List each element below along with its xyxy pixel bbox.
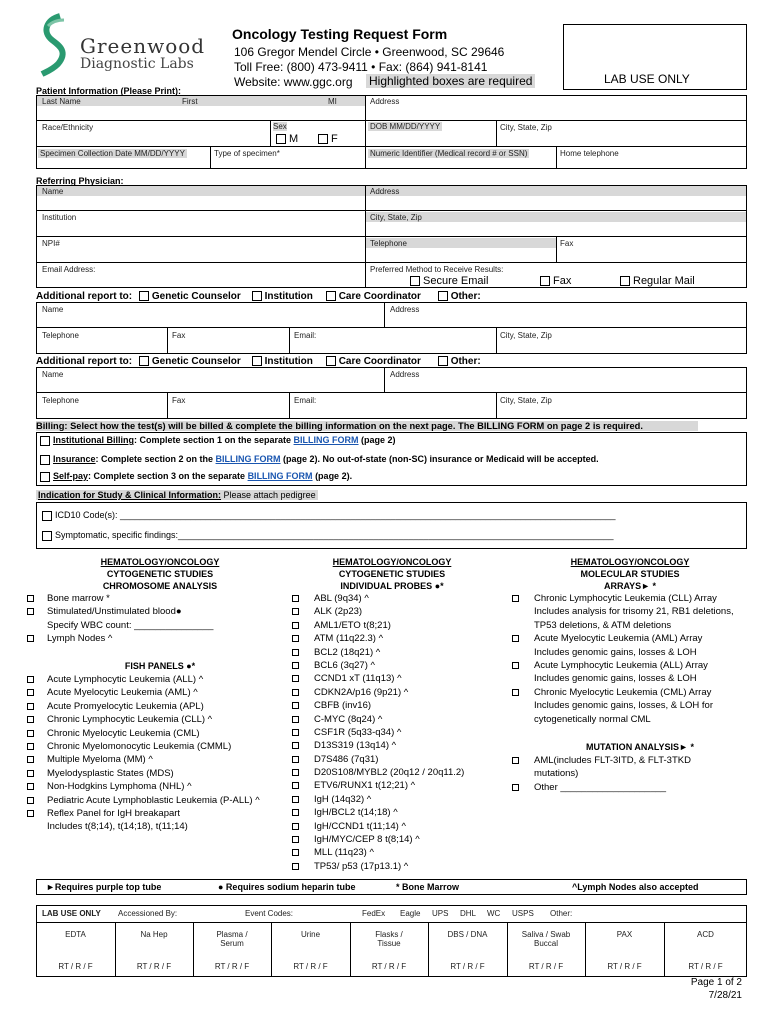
insurance-checkbox[interactable] [40, 455, 50, 465]
address-label: Address [370, 97, 400, 106]
probe-item[interactable]: IgH/BCL2 t(14;18) ^ [292, 806, 464, 819]
carrier-usps: USPS [512, 909, 534, 918]
checkbox[interactable] [292, 649, 299, 656]
billing-instruction: Billing: Select how the test(s) will be billed & complete the billing information on the next page. The BILLING FORM on page 2 is required. [36, 421, 698, 431]
indication-title: Indication for Study & Clinical Information: Please attach pedigree [38, 490, 316, 500]
fish-panel-item[interactable]: Multiple Myeloma (MM) ^ [27, 753, 260, 766]
fish-panel-item[interactable]: Non-Hodgkins Lymphoma (NHL) ^ [27, 780, 260, 793]
array-note: Includes genomic gains, losses, & LOH for [534, 700, 714, 712]
add1-email-label: Email: [294, 331, 317, 340]
checkbox[interactable] [27, 810, 34, 817]
billing-option-selfpay[interactable]: Self-pay: Complete section 3 on the separate BILLING FORM (page 2). [40, 471, 352, 482]
checkbox[interactable] [292, 823, 299, 830]
physician-address-label: Address [370, 187, 400, 196]
specimen-col-flasks: Flasks / Tissue [375, 930, 403, 948]
checkbox[interactable] [27, 676, 34, 683]
probe-item[interactable]: C-MYC (8q24) ^ [292, 713, 464, 726]
regular-mail-checkbox[interactable] [620, 276, 630, 286]
probe-item[interactable]: IgH/CCND1 t(11;14) ^ [292, 820, 464, 833]
care-coordinator-option-2[interactable]: Care Coordinator [326, 356, 421, 367]
institution-label: Institution [42, 213, 77, 222]
add2-address-label: Address [390, 370, 420, 379]
dob-label: DOB MM/DD/YYYY [370, 122, 441, 131]
genetic-counselor-checkbox-1[interactable] [139, 291, 149, 301]
checkbox[interactable] [292, 662, 299, 669]
care-coordinator-checkbox-2[interactable] [326, 356, 336, 366]
rtf-flasks[interactable]: RT / R / F [371, 962, 407, 971]
carrier-ups: UPS [432, 909, 449, 918]
specimen-col-pax: PAX [616, 930, 633, 939]
fish-panel-item[interactable]: Myelodysplastic States (MDS) [27, 767, 260, 780]
rtf-pax[interactable]: RT / R / F [607, 962, 642, 971]
probe-item[interactable]: TP53/ p53 (17p13.1) ^ [292, 860, 464, 873]
checkbox[interactable] [292, 702, 299, 709]
collection-date-label: Specimen Collection Date MM/DD/YYYY [40, 149, 185, 158]
last-name-label: Last Name [42, 97, 81, 106]
physician-telephone-label: Telephone [370, 239, 407, 248]
lab-address: 106 Gregor Mendel Circle • Greenwood, SC 29646 [234, 45, 505, 59]
specimen-col-dbs: DBS / DNA [447, 930, 488, 939]
checkbox[interactable] [27, 716, 34, 723]
probe-item[interactable]: BCL6 (3q27) ^ [292, 659, 464, 672]
checkbox[interactable] [27, 635, 34, 642]
carrier-other: Other: [550, 909, 573, 918]
checkbox[interactable] [292, 622, 299, 629]
lab-use-box [563, 24, 747, 90]
add1-name-label: Name [42, 305, 64, 314]
checkbox[interactable] [292, 863, 299, 870]
genetic-counselor-option-1[interactable]: Genetic Counselor [139, 291, 241, 302]
specimen-col-saliva: Saliva / Swab Buccal [521, 930, 571, 948]
array-note: Includes genomic gains, losses & LOH [534, 646, 697, 658]
checkbox[interactable] [292, 635, 299, 642]
additional-report-2: Additional report to: Genetic Counselor Institution Care Coordinator Other: [36, 356, 481, 367]
sex-male-option[interactable]: M [276, 133, 298, 145]
page-number: Page 1 of 2 [690, 977, 742, 988]
fish-panel-item[interactable]: Chronic Myelocytic Leukemia (CML) [27, 727, 260, 740]
probe-item[interactable]: CBFB (inv16) [292, 699, 464, 712]
checkbox[interactable] [512, 689, 519, 696]
mutation-other[interactable]: Other ____________________ [512, 781, 691, 794]
add1-fax-label: Fax [172, 331, 186, 340]
npi-label: NPI# [42, 239, 60, 248]
checkbox[interactable] [292, 769, 299, 776]
fish-panels-title: FISH PANELS ●* [124, 661, 196, 671]
institution-option-2[interactable]: Institution [252, 356, 313, 367]
chromosome-item[interactable]: Bone marrow * [27, 592, 213, 605]
billing-form-link-2[interactable]: BILLING FORM [215, 454, 281, 464]
carrier-dhl: DHL [460, 909, 477, 918]
specimen-col-plasma: Plasma / Serum [216, 930, 248, 948]
checkbox[interactable] [292, 608, 299, 615]
institution-option-1[interactable]: Institution [252, 291, 313, 302]
specimen-col-edta: EDTA [65, 930, 86, 939]
event-codes-label: Event Codes: [245, 909, 294, 918]
revision-date: 7/28/21 [708, 990, 742, 1001]
fish-panel-note: Includes t(8;14), t(14;18), t(11;14) [47, 821, 188, 833]
probe-item[interactable]: ABL (9q34) ^ [292, 592, 464, 605]
chromosome-item[interactable]: Lymph Nodes ^ [27, 632, 213, 645]
probe-item[interactable]: CCND1 xT (11q13) ^ [292, 672, 464, 685]
mi-label: MI [328, 97, 337, 106]
fish-panel-item[interactable]: Acute Lymphocytic Leukemia (ALL) ^ [27, 673, 260, 686]
legend-purple: ►Requires purple top tube [46, 882, 162, 892]
other-option-1[interactable]: Other: [438, 291, 481, 302]
secure-email-checkbox[interactable] [410, 276, 420, 286]
probe-item[interactable]: D7S486 (7q31) [292, 753, 464, 766]
physician-address-highlight [366, 186, 746, 196]
specimen-type-label: Type of specimen* [214, 149, 280, 158]
checkbox[interactable] [292, 836, 299, 843]
checkbox[interactable] [27, 689, 34, 696]
billing-option-insurance[interactable]: Insurance: Complete section 2 on the BILLING FORM (page 2). No out-of-state (non-SC) insurance or Medicaid will be accepted. [40, 454, 599, 465]
lab-use-label: LAB USE ONLY [604, 72, 690, 86]
rtf-plasma[interactable]: RT / R / F [214, 962, 250, 971]
secure-email-option[interactable]: Secure Email [410, 275, 488, 287]
rtf-dbs[interactable]: RT / R / F [450, 962, 485, 971]
checkbox[interactable] [27, 770, 34, 777]
probe-item[interactable]: IgH/MYC/CEP 8 t(8;14) ^ [292, 833, 464, 846]
self-pay-checkbox[interactable] [40, 472, 50, 482]
checkbox[interactable] [27, 608, 34, 615]
probe-item[interactable]: IgH (14q32) ^ [292, 793, 464, 806]
female-checkbox[interactable] [318, 134, 328, 144]
physician-section-title: Referring Physician: [36, 176, 124, 186]
checkbox[interactable] [292, 716, 299, 723]
checkbox[interactable] [512, 662, 519, 669]
lab-phones: Toll Free: (800) 473-9411 • Fax: (864) 941-8141 [234, 60, 488, 74]
probe-list [292, 592, 464, 873]
probe-item[interactable]: D13S319 (13q14) ^ [292, 739, 464, 752]
checkbox[interactable] [292, 595, 299, 602]
city-label: City, State, Zip [500, 123, 552, 132]
symptomatic-checkbox[interactable] [42, 531, 52, 541]
probe-item[interactable]: CSF1R (5q33-q34) ^ [292, 726, 464, 739]
billing-form-link-3[interactable]: BILLING FORM [247, 471, 313, 481]
mutation-analysis-title: MUTATION ANALYSIS► * [586, 742, 694, 752]
genetic-counselor-checkbox-2[interactable] [139, 356, 149, 366]
probe-item[interactable]: D20S108/MYBL2 (20q12 / 20q11.2) [292, 766, 464, 779]
checkbox[interactable] [27, 595, 34, 602]
form-title: Oncology Testing Request Form [232, 26, 448, 42]
rtf-edta[interactable]: RT / R / F [58, 962, 93, 971]
highlight-note: Highlighted boxes are required [366, 74, 535, 88]
sex-label: Sex [273, 122, 287, 131]
add2-fax-label: Fax [172, 396, 186, 405]
physician-fax-label: Fax [560, 239, 574, 248]
col2-header: HEMATOLOGY/ONCOLOGY CYTOGENETIC STUDIES INDIVIDUAL PROBES ●* [332, 557, 452, 591]
checkbox[interactable] [27, 797, 34, 804]
checkbox[interactable] [292, 849, 299, 856]
fish-panel-item[interactable]: Pediatric Acute Lymphoblastic Leukemia (P-ALL) ^ [27, 794, 260, 807]
fish-panel-item[interactable]: Chronic Lymphocytic Leukemia (CLL) ^ [27, 713, 260, 726]
checkbox[interactable] [292, 729, 299, 736]
fish-panel-item[interactable]: Reflex Panel for IgH breakapart [27, 807, 260, 820]
other-option-2[interactable]: Other: [438, 356, 481, 367]
checkbox[interactable] [292, 675, 299, 682]
array-note: TP53 deletions, & ATM deletions [534, 619, 672, 631]
probe-item[interactable]: AML1/ETO t(8;21) [292, 619, 464, 632]
probe-item[interactable]: MLL (11q23) ^ [292, 846, 464, 859]
lab-website: Website: www.ggc.org [234, 75, 353, 89]
billing-option-institutional[interactable]: Institutional Billing: Complete section 1 on the separate BILLING FORM (page 2) [40, 435, 396, 446]
fish-panel-item[interactable]: Chronic Myelomonocytic Leukemia (CMML) [27, 740, 260, 753]
home-phone-label: Home telephone [560, 149, 619, 158]
mutation-list [512, 754, 691, 794]
checkbox[interactable] [27, 743, 34, 750]
physician-city-label: City, State, Zip [370, 213, 422, 222]
icd10-field[interactable]: ICD10 Code(s): ___________________________________________________________________________________________________ [42, 510, 742, 521]
regular-mail-option[interactable]: Regular Mail [620, 275, 695, 287]
sex-female-option[interactable]: F [318, 133, 338, 145]
add2-telephone-label: Telephone [42, 396, 79, 405]
patient-section-title: Patient Information (Please Print): [36, 86, 182, 96]
col1-header: HEMATOLOGY/ONCOLOGY CYTOGENETIC STUDIES CHROMOSOME ANALYSIS [100, 557, 220, 591]
fish-panel-list [27, 673, 260, 834]
race-label: Race/Ethnicity [42, 123, 94, 132]
probe-item[interactable]: ATM (11q22.3) ^ [292, 632, 464, 645]
care-coordinator-option-1[interactable]: Care Coordinator [326, 291, 421, 302]
numeric-id-label: Numeric Identifier (Medical record # or SSN) [370, 149, 528, 158]
rtf-saliva[interactable]: RT / R / F [528, 962, 564, 971]
first-name-label: First [182, 97, 198, 106]
checkbox[interactable] [27, 756, 34, 763]
physician-name-label: Name [42, 187, 64, 196]
array-item[interactable]: Acute Myelocytic Leukemia (AML) Array [512, 632, 734, 645]
genetic-counselor-option-2[interactable]: Genetic Counselor [139, 356, 241, 367]
array-note: cytogenetically normal CML [534, 713, 651, 725]
institutional-billing-checkbox[interactable] [40, 436, 50, 446]
additional-report-1: Additional report to: Genetic Counselor Institution Care Coordinator Other: [36, 291, 481, 302]
mutation-note: mutations) [534, 768, 579, 780]
array-item[interactable]: Acute Lymphocytic Leukemia (ALL) Array [512, 659, 734, 672]
checkbox[interactable] [512, 635, 519, 642]
logo-line2: Diagnostic Labs [80, 56, 194, 72]
fax-option[interactable]: Fax [540, 275, 571, 287]
specimen-col-urine: Urine [300, 930, 321, 939]
male-checkbox[interactable] [276, 134, 286, 144]
email-label: Email Address: [42, 265, 96, 274]
checkbox[interactable] [512, 757, 519, 764]
checkbox[interactable] [292, 689, 299, 696]
institution-checkbox-2[interactable] [252, 356, 262, 366]
add2-city-label: City, State, Zip [500, 396, 552, 405]
wbc-count-field[interactable]: Specify WBC count: _______________ [47, 619, 214, 631]
logo [38, 12, 208, 78]
mutation-item[interactable]: AML(includes FLT-3ITD, & FLT-3TKD [512, 754, 691, 767]
checkbox[interactable] [292, 756, 299, 763]
carrier-wc: WC [487, 909, 501, 918]
chromosome-item[interactable]: Stimulated/Unstimulated blood● [27, 605, 213, 618]
checkbox[interactable] [292, 742, 299, 749]
add2-email-label: Email: [294, 396, 317, 405]
checkbox[interactable] [292, 796, 299, 803]
accessioned-by-label: Accessioned By: [118, 909, 178, 918]
fish-panel-item[interactable]: Acute Myelocytic Leukemia (AML) ^ [27, 686, 260, 699]
carrier-eagle: Eagle [400, 909, 421, 918]
legend-marrow: * Bone Marrow [396, 882, 460, 892]
add1-address-label: Address [390, 305, 420, 314]
checkbox[interactable] [512, 784, 519, 791]
rtf-nahep[interactable]: RT / R / F [136, 962, 172, 971]
array-note: Includes genomic gains, losses & LOH [534, 673, 697, 685]
other-checkbox-2[interactable] [438, 356, 448, 366]
checkbox[interactable] [27, 783, 34, 790]
checkbox[interactable] [292, 782, 299, 789]
array-list [512, 592, 734, 726]
probe-item[interactable]: BCL2 (18q21) ^ [292, 646, 464, 659]
symptomatic-field[interactable]: Symptomatic, specific findings:_______________________________________________________________________________________ [42, 530, 742, 541]
specimen-col-nahep: Na Hep [140, 930, 168, 939]
physician-city-highlight [366, 212, 746, 222]
specimen-col-acd: ACD [697, 930, 714, 939]
probe-item[interactable]: ALK (2p23) [292, 605, 464, 618]
legend-heparin: ● Requires sodium heparin tube [218, 882, 356, 892]
rtf-urine[interactable]: RT / R / F [293, 962, 328, 971]
checkbox[interactable] [512, 595, 519, 602]
checkbox[interactable] [27, 703, 34, 710]
chromosome-list [27, 592, 213, 646]
name-highlight [37, 96, 365, 106]
legend-lymph: ^Lymph Nodes also accepted [572, 882, 699, 892]
preferred-method-label: Preferred Method to Receive Results: [370, 265, 504, 274]
array-item[interactable]: Chronic Myelocytic Leukemia (CML) Array [512, 686, 734, 699]
add1-telephone-label: Telephone [42, 331, 79, 340]
fax-checkbox[interactable] [540, 276, 550, 286]
billing-form-link-1[interactable]: BILLING FORM [293, 435, 359, 445]
probe-item[interactable]: ETV6/RUNX1 t(12;21) ^ [292, 779, 464, 792]
col3-header: HEMATOLOGY/ONCOLOGY MOLECULAR STUDIES ARRAYS► * [570, 557, 690, 591]
carrier-fedex: FedEx [362, 909, 386, 918]
array-item[interactable]: Chronic Lymphocytic Leukemia (CLL) Array [512, 592, 734, 605]
add2-name-label: Name [42, 370, 64, 379]
checkbox[interactable] [27, 730, 34, 737]
logo-line1: Greenwood [80, 34, 206, 58]
lab-use-table-title: LAB USE ONLY [42, 909, 101, 918]
probe-item[interactable]: CDKN2A/p16 (9p21) ^ [292, 686, 464, 699]
add1-city-label: City, State, Zip [500, 331, 552, 340]
care-coordinator-checkbox-1[interactable] [326, 291, 336, 301]
checkbox[interactable] [292, 809, 299, 816]
array-note: Includes analysis for trisomy 21, RB1 deletions, [534, 606, 734, 618]
rtf-acd[interactable]: RT / R / F [688, 962, 723, 971]
fish-panel-item[interactable]: Acute Promyelocytic Leukemia (APL) [27, 700, 260, 713]
institution-checkbox-1[interactable] [252, 291, 262, 301]
other-checkbox-1[interactable] [438, 291, 448, 301]
logo-mark-icon [38, 12, 78, 78]
physician-name-highlight [37, 186, 365, 196]
icd10-checkbox[interactable] [42, 511, 52, 521]
